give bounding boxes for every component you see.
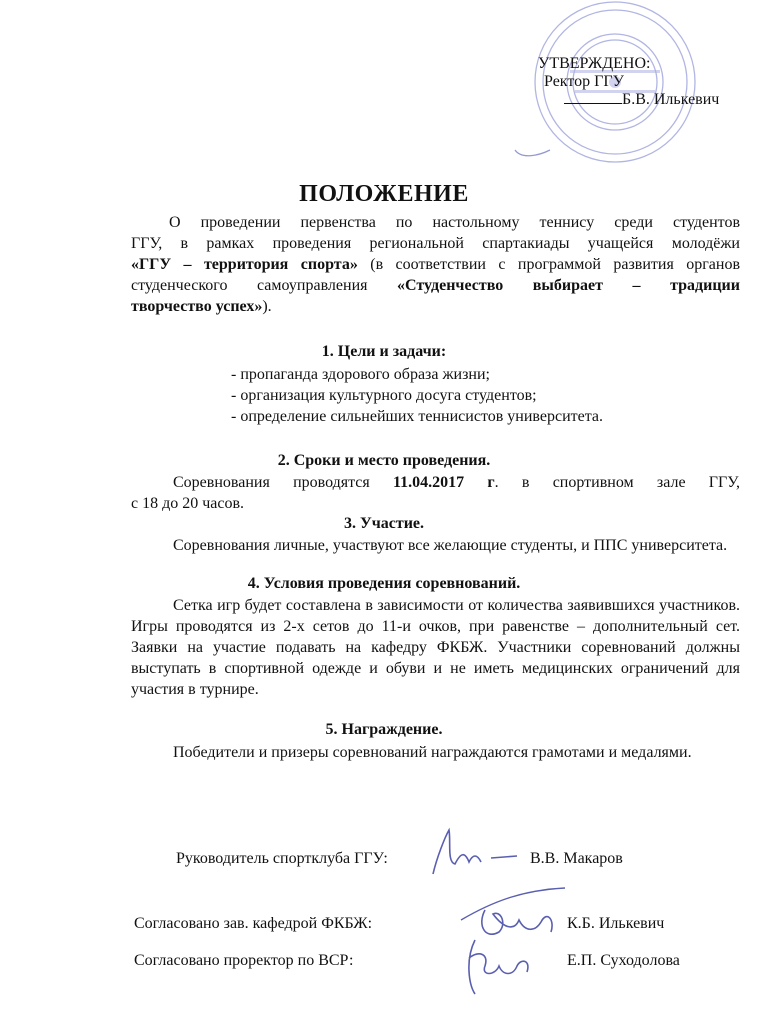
signatory-role: Согласовано зав. кафедрой ФКБЖ: (134, 915, 373, 932)
section-4-text: Сетка игр будет составлена в зависимости от количества заявившихся участников. Игры проводятся из 2-х сетов до 11-и очков, при равенстве – дополнительный сет. Заявки на участие подавать на кафедру ФКБЖ. Участники соревнований должны выступать в спортивной одежде и обуви и не иметь медицинских ограничений для участия в турнире. (131, 597, 740, 698)
section-2-line: с 18 до 20 часов. (131, 495, 245, 512)
intro-paragraph (131, 212, 740, 317)
signatory-role: Согласовано проректор по ВСР: (134, 952, 354, 969)
approval-heading: УТВЕРЖДЕНО: (538, 55, 651, 72)
section-5-text: Победители и призеры соревнований награждаются грамотами и медалями. (173, 744, 692, 761)
section-1-heading: 1. Цели и задачи: (321, 343, 447, 360)
intro-bold-phrase: «Студенчество выбирает – традиции (397, 277, 740, 294)
signatory-name: Е.П. Суходолова (567, 952, 680, 969)
intro-line: ГГУ, в рамках проведения региональной спартакиады учащейся молодёжи (131, 235, 740, 252)
signature-row-vice-rector (134, 950, 353, 971)
intro-line: «ГГУ – территория спорта» (в соответствии с программой развития органов (131, 256, 741, 273)
intro-bold-phrase: творчество успех» (131, 298, 263, 315)
approval-position: Ректор ГГУ (544, 73, 624, 90)
section-4-heading: 4. Условия проведения соревнований. (247, 575, 521, 592)
signatory-name: К.Б. Илькевич (567, 915, 665, 932)
list-item: - определение сильнейших теннисистов университета. (231, 408, 604, 425)
section-2-text (131, 472, 740, 514)
section-2-heading: 2. Сроки и место проведения. (277, 452, 491, 469)
section-3-heading: 3. Участие. (343, 515, 425, 532)
intro-bold-phrase: «ГГУ – территория спорта» (131, 256, 358, 273)
handwritten-signature (455, 930, 545, 1000)
section-2-line: Соревнования проводятся 11.04.2017 г. в спортивном зале ГГУ, (173, 474, 741, 491)
list-item: - пропаганда здорового образа жизни; (231, 366, 490, 383)
intro-line: О проведении первенства по настольному теннису среди студентов (169, 214, 740, 231)
goals-list (231, 364, 731, 427)
intro-line: студенческого самоуправления «Студенчество выбирает – традиции (131, 277, 740, 294)
section-3-text: Соревнования личные, участвуют все желающие студенты, и ППС университета. (173, 537, 728, 554)
list-item: - организация культурного досуга студентов; (231, 387, 537, 404)
signature-row-sportclub (176, 848, 388, 869)
signatory-role: Руководитель спортклуба ГГУ: (176, 850, 388, 867)
approval-block (536, 55, 756, 109)
handwritten-signature (425, 822, 525, 882)
approval-name: Б.В. Илькевич (536, 91, 756, 109)
signatory-name: В.В. Макаров (530, 850, 623, 867)
approval-signature-line (564, 103, 622, 104)
intro-line: творчество успех»). (131, 298, 272, 315)
signature-row-department (134, 913, 372, 934)
event-date: 11.04.2017 г (393, 474, 495, 491)
section-5-heading: 5. Награждение. (325, 721, 443, 738)
document-title: ПОЛОЖЕНИЕ (299, 181, 469, 207)
